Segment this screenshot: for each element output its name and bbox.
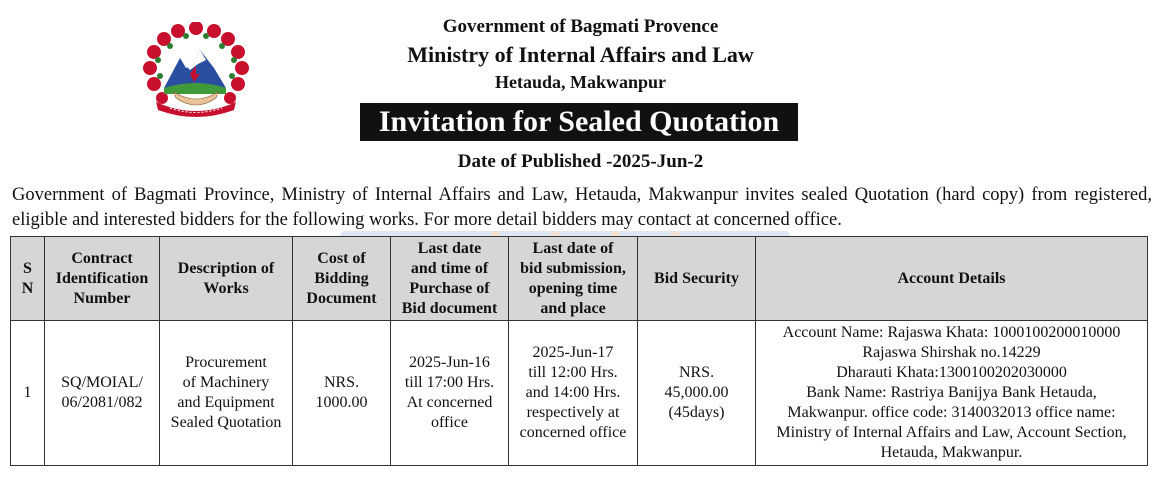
ministry-heading: Ministry of Internal Affairs and Law: [407, 42, 754, 67]
header-sn: S N: [11, 237, 45, 321]
header-submission-date: Last date of bid submission, opening time and place: [509, 237, 638, 321]
header-description: Description of Works: [160, 237, 293, 321]
header-purchase-date: Last date and time of Purchase of Bid document: [391, 237, 509, 321]
cell-account-details: Account Name: Rajaswa Khata: 1000100200010000 Rajaswa Shirshak no.14229 Dharauti Khata:1300100202030000 Bank Name: Rastriya Banijya Bank Hetauda, Makwanpur. office code: 3140032013 office name: Ministry of Internal Affairs and Law, Account Section, Hetauda, Makwanpur.: [756, 321, 1148, 466]
header-bid-security: Bid Security: [638, 237, 756, 321]
government-heading: Government of Bagmati Provence: [442, 16, 719, 37]
cell-description: Procurement of Machinery and Equipment Sealed Quotation: [160, 321, 293, 466]
cell-cost: NRS. 1000.00: [293, 321, 391, 466]
cell-submission-date: 2025-Jun-17 till 12:00 Hrs. and 14:00 Hrs. respectively at concerned office: [509, 321, 638, 466]
bid-table: [10, 236, 1148, 466]
published-date: Date of Published -2025-Jun-2: [457, 151, 704, 172]
table-header-row: [11, 237, 1148, 321]
cell-bid-security: NRS. 45,000.00 (45days): [638, 321, 756, 466]
table-row: [11, 321, 1148, 466]
notice-title-banner: Invitation for Sealed Quotation: [360, 103, 798, 141]
header-contract-id: Contract Identification Number: [45, 237, 160, 321]
intro-paragraph: Government of Bagmati Province, Ministry of Internal Affairs and Law, Hetauda, Makwanpur invites sealed Quotation (hard copy) from registered, eligible and interested bidders for the following works. For more detail bidders may contact at concerned office.: [12, 185, 1152, 230]
cell-purchase-date: 2025-Jun-16 till 17:00 Hrs. At concerned office: [391, 321, 509, 466]
header-account-details: Account Details: [756, 237, 1148, 321]
cell-sn: 1: [11, 321, 45, 466]
cell-contract-id: SQ/MOIAL/ 06/2081/082: [45, 321, 160, 466]
location-heading: Hetauda, Makwanpur: [494, 72, 667, 92]
header-cost: Cost of Bidding Document: [293, 237, 391, 321]
